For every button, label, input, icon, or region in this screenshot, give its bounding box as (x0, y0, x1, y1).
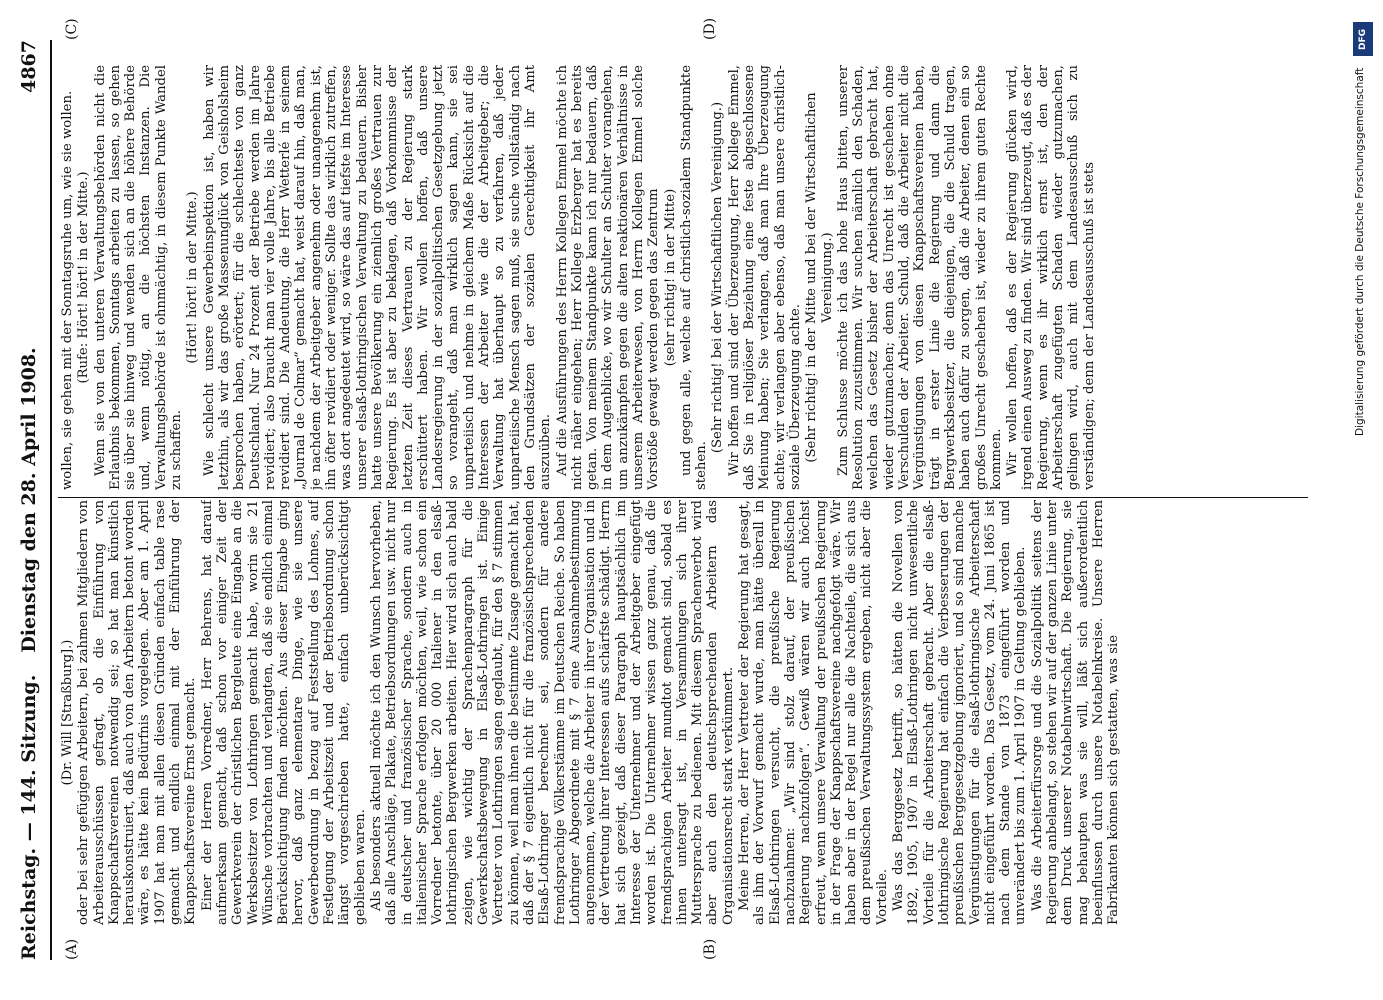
digitization-note: Digitalisierung gefördert durch die Deutsche Forschungsgemeinschaft (1354, 68, 1366, 437)
paragraph: Wie schlecht unsere Gewerbeinspektion ist, haben wir letzthin, als wir das große Massenunglück von Geisholsheim besprochen haben, erörtert; für die schlechteste von ganz Deutschland. Nur 24 Prozent der Betriebe werden im Jahre revidiert; also braucht man vier volle Jahre, bis alle Betriebe revidiert sind. Die Andeutung, die Herr Wetterlé in seinem „Journal de Colmar“ gemacht hat, weist darauf hin, daß man, je nachdem der Arbeitgeber angenehm oder unangenehm ist, ihn öfter revidiert oder weniger. Sollte das wirklich zutreffen, was dort angedeutet wird, so wäre das auf tiefste im Interesse unserer elsaß-lothringischen Verwaltung zu bedauern. Bisher hatte unsere Bevölkerung ein ziemlich großes Vertrauen zur Regierung. Es ist aber zu beklagen, daß Vorkommnisse der letzten Zeit dieses Vertrauen zu der Regierung stark erschüttert haben. Wir wollen hoffen, daß unsere Landesregierung in der sozialpolitischen Gesetzgebung jetzt so vorangeht, daß man wirklich sagen kann, sie sei unparteiisch und nehme in gleichem Maße Rücksicht auf die Interessen der Arbeiter wie die der Arbeitgeber; die Verwaltung hat überhaupt so zu verfahren, daß jeder unparteiische Mensch sagen muß, sie suche vollständig nach den Grundsätzen der sozialen Gerechtigkeit ihr Amt auszuüben. (201, 65, 554, 490)
paragraph: Als besonders aktuell möchte ich den Wunsch hervorheben, daß alle Anschläge, Plakate, Betriebsordnungen usw. nicht nur in deutscher und französischer Sprache, sondern auch in italienischer Sprache erfolgen möchten, weil, wie schon ein Vorredner betonte, über 20 000 Italiener in den elsaß-lothringischen Bergwerken arbeiten. Hier wird sich auch bald zeigen, wie wichtig der Sprachenparagraph für die Gewerkschaftsbewegung in Elsaß-Lothringen ist. Einige Vertreter von Lothringen sagen geglaubt, für den § 7 stimmen zu können, weil man ihnen die bestimmte Zusage gemacht hat, daß der § 7 eigentlich nicht für die französischsprechenden Elsaß-Lothringer berechnet sei, sondern für andere fremdsprachige Völkerstämme im Deutschen Reiche. So haben Lothringer Abgeordnete mit § 7 eine Ausnahmebestimmung angenommen, welche die Arbeiter in ihrer Organisation und in der Vertretung ihrer Interessen aufs schärfste schädigt. Herrn hat sich gezeigt, daß dieser Paragraph hauptsächlich im Interesse der Unternehmer und der Arbeitgeber eingefügt worden ist. Die Unternehmer wissen ganz genau, daß die fremdsprachigen Arbeiter mundtot gemacht sind, sobald es ihnen untersagt ist, in Versammlungen sich ihrer Muttersprache zu bedienen. Mit diesem Sprachenverbot wird aber auch den deutschsprechenden Arbeitern das Organisationsrecht stark verkümmert. (368, 500, 736, 925)
paragraph: wollen, sie gehen mit der Sonntagsruhe um, wie sie wollen. (60, 90, 75, 490)
paragraph: Was das Berggesetz betrifft, so hätten die Novellen von 1892, 1905, 1907 in Elsaß-Lothringen nicht unwesentliche Vorteile für die Arbeiterschaft gebracht. Aber die elsaß-lothringische Regierung hat einfach die Verbesserungen der preußischen Berggesetzgebung ignoriert, und so sind manche Vergünstigungen für die elsaß-lothringische Arbeiterschaft nicht eingeführt worden. Das Gesetz, vom 24. Juni 1865 ist nach dem Stande von 1873 eingeführt worden und unverändert bis zum 1. April 1907 in Geltung geblieben. (891, 500, 1029, 925)
paragraph: Zum Schlusse möchte ich das hohe Haus bitten, unserer Resolution zuzustimmen. Wir suchen nämlich den Schaden, welchen das Gesetz bisher der Arbeiterschaft gebracht hat, wieder gutzumachen; denn das Unrecht ist geschehen ohne Verschulden der Arbeiter. Schuld, daß die Arbeiter nicht die Vergünstigungen von diesen Knappschaftsvereinen haben, trägt in erster Linie die Regierung und dann die Bergwerksbesitzer, die diejenigen, die die Schuld tragen, haben auch dafür zu sorgen, daß die Arbeiter, denen ein so großes Unrecht geschehen ist, wieder zu ihrem guten Rechte kommen. (835, 65, 1004, 490)
paragraph: Einer der Herren Vorredner, Herr Behrens, hat darauf aufmerksam gemacht, daß schon vor einiger Zeit der Gewerkverein der christlichen Bergleute eine Eingabe an die Werksbesitzer von Lothringen gemacht habe, worin sie 21 Wünsche vorbrachten und verlangten, daß sie endlich einmal Berücksichtigung finden möchten. Aus dieser Eingabe ging hervor, daß ganz elementare Dinge, wie sie unsere Gewerbeordnung in bezug auf Feststellung des Lohnes, auf Festlegung der Arbeitszeit und der Betriebsordnung schon längst vorgeschrieben hatte, einfach unberücksichtigt geblieben waren. (199, 500, 368, 925)
interjection: (Sehr richtig! in der Mitte und bei der Wirtschaftlichen Vereinigung.) (804, 92, 835, 463)
margin-marker-b: (B) (702, 938, 718, 960)
paragraph: Wir hoffen und sind der Überzeugung, Herr Kollege Emmel, daß Sie in religiöser Beziehung eine feste abgeschlossene Meinung haben; Sie verlangen, daß man Ihre Überzeugung achte; wir verlangen aber ebenso, daß man unsere christlich-soziale Überzeugung achte. (726, 65, 803, 490)
dfg-logo: DFG (1353, 22, 1373, 56)
left-text-column (60, 500, 1305, 925)
paragraph: Wenn sie von den unteren Verwaltungsbehörden nicht die Erlaubnis bekommen, Sonntags arbeiten zu lassen, so gehen sie über sie hinweg und wenden sich an die höhere Behörde und, wenn nötig, an die höchsten Instanzen. Die Verwaltungsbehörde ist ohnmächtig, in diesem Punkte Wandel zu schaffen. (92, 65, 185, 490)
header-left: Reichstag. — 144. Sitzung. (18, 674, 40, 960)
paragraph: Was die Arbeiterfürsorge und die Sozialpolitik seitens der Regierung anbelangt, so stehen wir auf der ganzen Linie unter dem Druck unserer Notabelnwirtschaft. Die Regierung, sie mag behaupten was sie will, läßt sich außerordentlich beeinflussen durch unsere Notabelnkreise. Unsere Herren Fabrikanten können sich gestatten, was sie (1029, 500, 1122, 925)
speaker-label: (Dr. Will [Straßburg].) (60, 639, 75, 786)
page-number: 4867 (18, 40, 40, 93)
right-text-column (60, 65, 1305, 490)
header-rule (50, 40, 52, 960)
paragraph: Auf die Ausführungen des Herrn Kollegen Emmel möchte ich nicht näher eingehen; Herr Kollege Erzberger hat es bereits getan. Von meinem Standpunkte kann ich nur bedauern, daß in dem Augenblicke, wo wir Schulter an Schulter vorangehen, um anzukämpfen gegen die alten reaktionären Verhältnisse in unserem Arbeiterwesen, von Herrn Kollegen Emmel solche Vorstöße gewagt werden gegen das Zentrum (554, 65, 662, 490)
page-header (18, 40, 44, 960)
paragraph: Meine Herren, der Herr Vertreter der Regierung hat gesagt, als ihm der Vorwurf gemacht wurde, man hätte überall in Elsaß-Lothringen versucht, die preußische Regierung nachzuahmen: „Wir sind stolz darauf, der preußischen Regierung nachzufolgen“. Gewiß wären wir auch höchst erfreut, wenn unsere Verwaltung der preußischen Regierung in der Frage der Knappschaftsvereine nachgefolgt wäre. Wir haben aber in der Regel nur alle die Nachteile, die sich aus dem preußischen Verwaltungssystem ergeben, nicht aber die Vorteile. (737, 500, 890, 925)
interjection: (Sehr richtig! bei der Wirtschaftlichen Vereinigung.) (710, 101, 726, 454)
margin-marker-a: (A) (64, 938, 80, 960)
header-date: Dienstag den 28. April 1908. (18, 347, 40, 653)
margin-marker-c: (C) (64, 18, 80, 40)
paragraph: Wir wollen hoffen, daß es der Regierung glücken wird, irgend einen Ausweg zu finden. Wir sind überzeugt, daß es der Regierung, wenn es ihr wirklich ernst ist, den der Arbeiterschaft zugefügten Schaden wieder gutzumachen, gelingen wird, auch mit dem Landesausschuß sich zu verständigen; denn der Landesausschuß ist stets (1005, 65, 1097, 490)
column-divider (58, 497, 1308, 498)
interjection: (sehr richtig! in der Mitte) (662, 188, 678, 367)
paragraph: und gegen alle, welche auf christlich-sozialem Standpunkte stehen. (678, 65, 710, 490)
digitization-sidebar (1350, 8, 1376, 992)
paragraph: oder bei sehr gefügigen Arbeitern, bei zahmen Mitgliedern von Arbeiterausschüssen gefragt, ob die Einführung von Knappschaftsvereinen notwendig sei; so hat man künstlich herauskonstruiert, daß auch von den Arbeitern betont worden wäre, es hätte kein Bedürfnis vorgelegen. Aber am 1. April 1907 hat man mit allen diesen Gründen einfach table rase gemacht und endlich einmal mit der Einführung der Knappschaftsvereine Ernst gemacht. (76, 500, 199, 925)
interjection: (Hört! hört! in der Mitte.) (185, 191, 201, 364)
margin-marker-d: (D) (702, 17, 718, 40)
interjection: (Rufe: Hört! hört! in der Mitte.) (76, 171, 92, 384)
